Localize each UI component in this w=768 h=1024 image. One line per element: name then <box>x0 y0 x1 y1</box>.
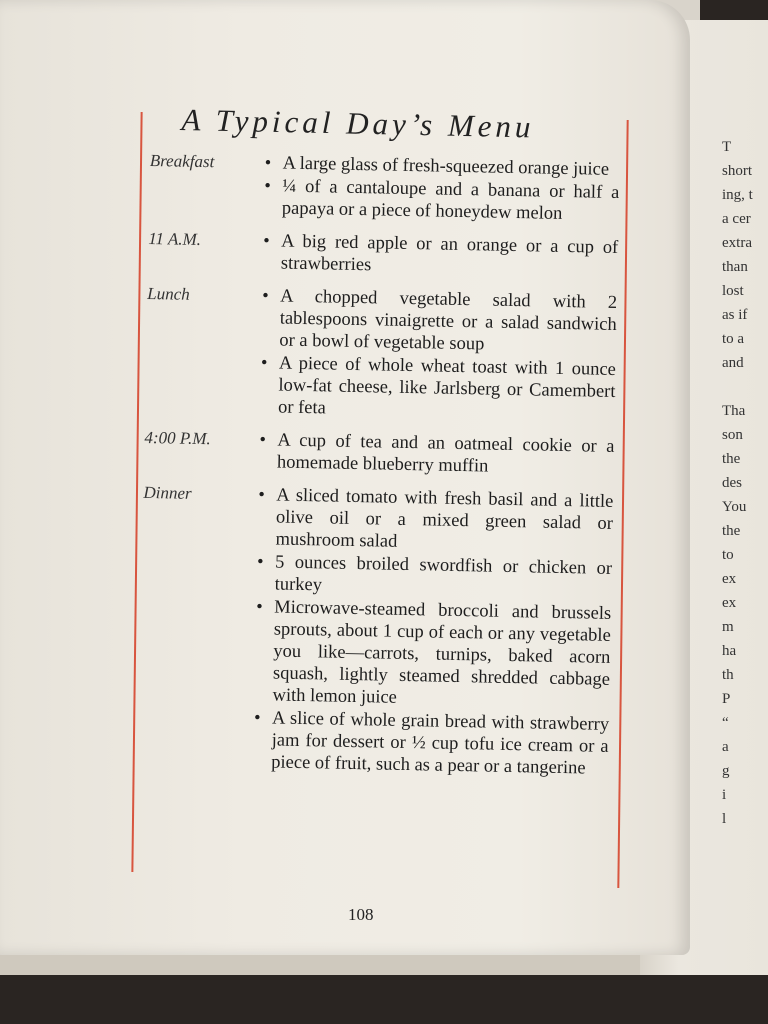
table-surface <box>0 975 768 1024</box>
right-page-line: You <box>722 499 747 515</box>
page-title: A Typical Day’s Menu <box>181 102 535 145</box>
right-page-line: des <box>722 475 742 491</box>
meal-time-label: 4:00 P.M. <box>144 427 211 449</box>
page-number: 108 <box>348 905 374 924</box>
right-page-line: lost <box>722 283 744 299</box>
meal-items <box>260 285 618 426</box>
right-page-line: T <box>722 139 732 155</box>
meal-time-label: 11 A.M. <box>148 228 202 249</box>
meal-time-label: Breakfast <box>149 150 215 172</box>
right-page-line: a cer <box>722 211 751 227</box>
right-page-line: g <box>722 763 730 779</box>
meal-items <box>259 429 615 481</box>
right-page-line: the <box>722 451 741 467</box>
right-page-line: as if <box>722 307 748 323</box>
meal-items <box>263 230 619 282</box>
meal-items <box>264 152 620 227</box>
right-page-text <box>722 135 753 831</box>
meal-time-label: Lunch <box>147 283 190 304</box>
meal-item: • A large glass of fresh-squeezed orange juice <box>265 152 620 181</box>
menu-row <box>138 482 613 781</box>
right-page-line: m <box>722 619 734 635</box>
meal-item: • A cup of tea and an oatmeal cookie or a homemade blueberry muffin <box>259 429 615 480</box>
meal-item: • 5 ounces broiled swordfish or chicken or turkey <box>256 551 612 602</box>
menu-row <box>144 427 615 481</box>
right-page-line: ing, t <box>722 187 753 203</box>
menu-list <box>138 150 620 791</box>
right-page-line: to a <box>722 331 745 347</box>
meal-items <box>253 484 614 781</box>
right-page-line: “ <box>722 715 729 731</box>
menu-row <box>149 150 620 227</box>
meal-item: • A sliced tomato with fresh basil and a little olive oil or a mixed green salad or mushroom salad <box>257 484 613 557</box>
menu-row <box>145 283 617 426</box>
right-page-line: the <box>722 523 741 539</box>
meal-time-label: Dinner <box>143 482 192 503</box>
meal-item: • ¼ of a cantaloupe and a banana or half a papaya or a piece of honeydew melon <box>264 175 620 226</box>
right-page-line: son <box>722 427 743 443</box>
right-page-line: ex <box>722 595 737 611</box>
meal-item: • A chopped vegetable salad with 2 tablespoons vinaigrette or a salad sandwich or a bowl of vegetable soup <box>261 285 617 358</box>
meal-item: • A big red apple or an orange or a cup of strawberries <box>263 230 619 281</box>
menu-row <box>148 228 619 282</box>
right-page-line: a <box>722 739 729 755</box>
right-page-line: i <box>722 787 727 803</box>
right-page-line <box>722 375 753 399</box>
right-page-line: ha <box>722 643 737 659</box>
right-page-line: Tha <box>722 403 746 419</box>
meal-item: • Microwave-steamed broccoli and brussels sprouts, about 1 cup of each or any vegetable you like—carrots, turnips, baked acorn squash, lightly steamed shredded cabbage with lemon juice <box>254 596 611 713</box>
right-page-line: th <box>722 667 734 683</box>
meal-item: • A slice of whole grain bread with strawberry jam for dessert or ½ cup tofu ice cream or a piece of fruit, such as a pear or a tangerine <box>253 707 609 780</box>
right-page-line: ex <box>722 571 737 587</box>
right-page-line: extra <box>722 235 752 251</box>
right-page-line: to <box>722 547 734 563</box>
right-page-line: than <box>722 259 748 275</box>
right-page-line: P <box>722 691 731 707</box>
meal-item: • A piece of whole wheat toast with 1 ounce low-fat cheese, like Jarlsberg or Camembert or feta <box>260 352 616 425</box>
right-page-line: l <box>722 811 727 827</box>
right-page-line: and <box>722 355 744 371</box>
right-page-line: short <box>722 163 752 179</box>
